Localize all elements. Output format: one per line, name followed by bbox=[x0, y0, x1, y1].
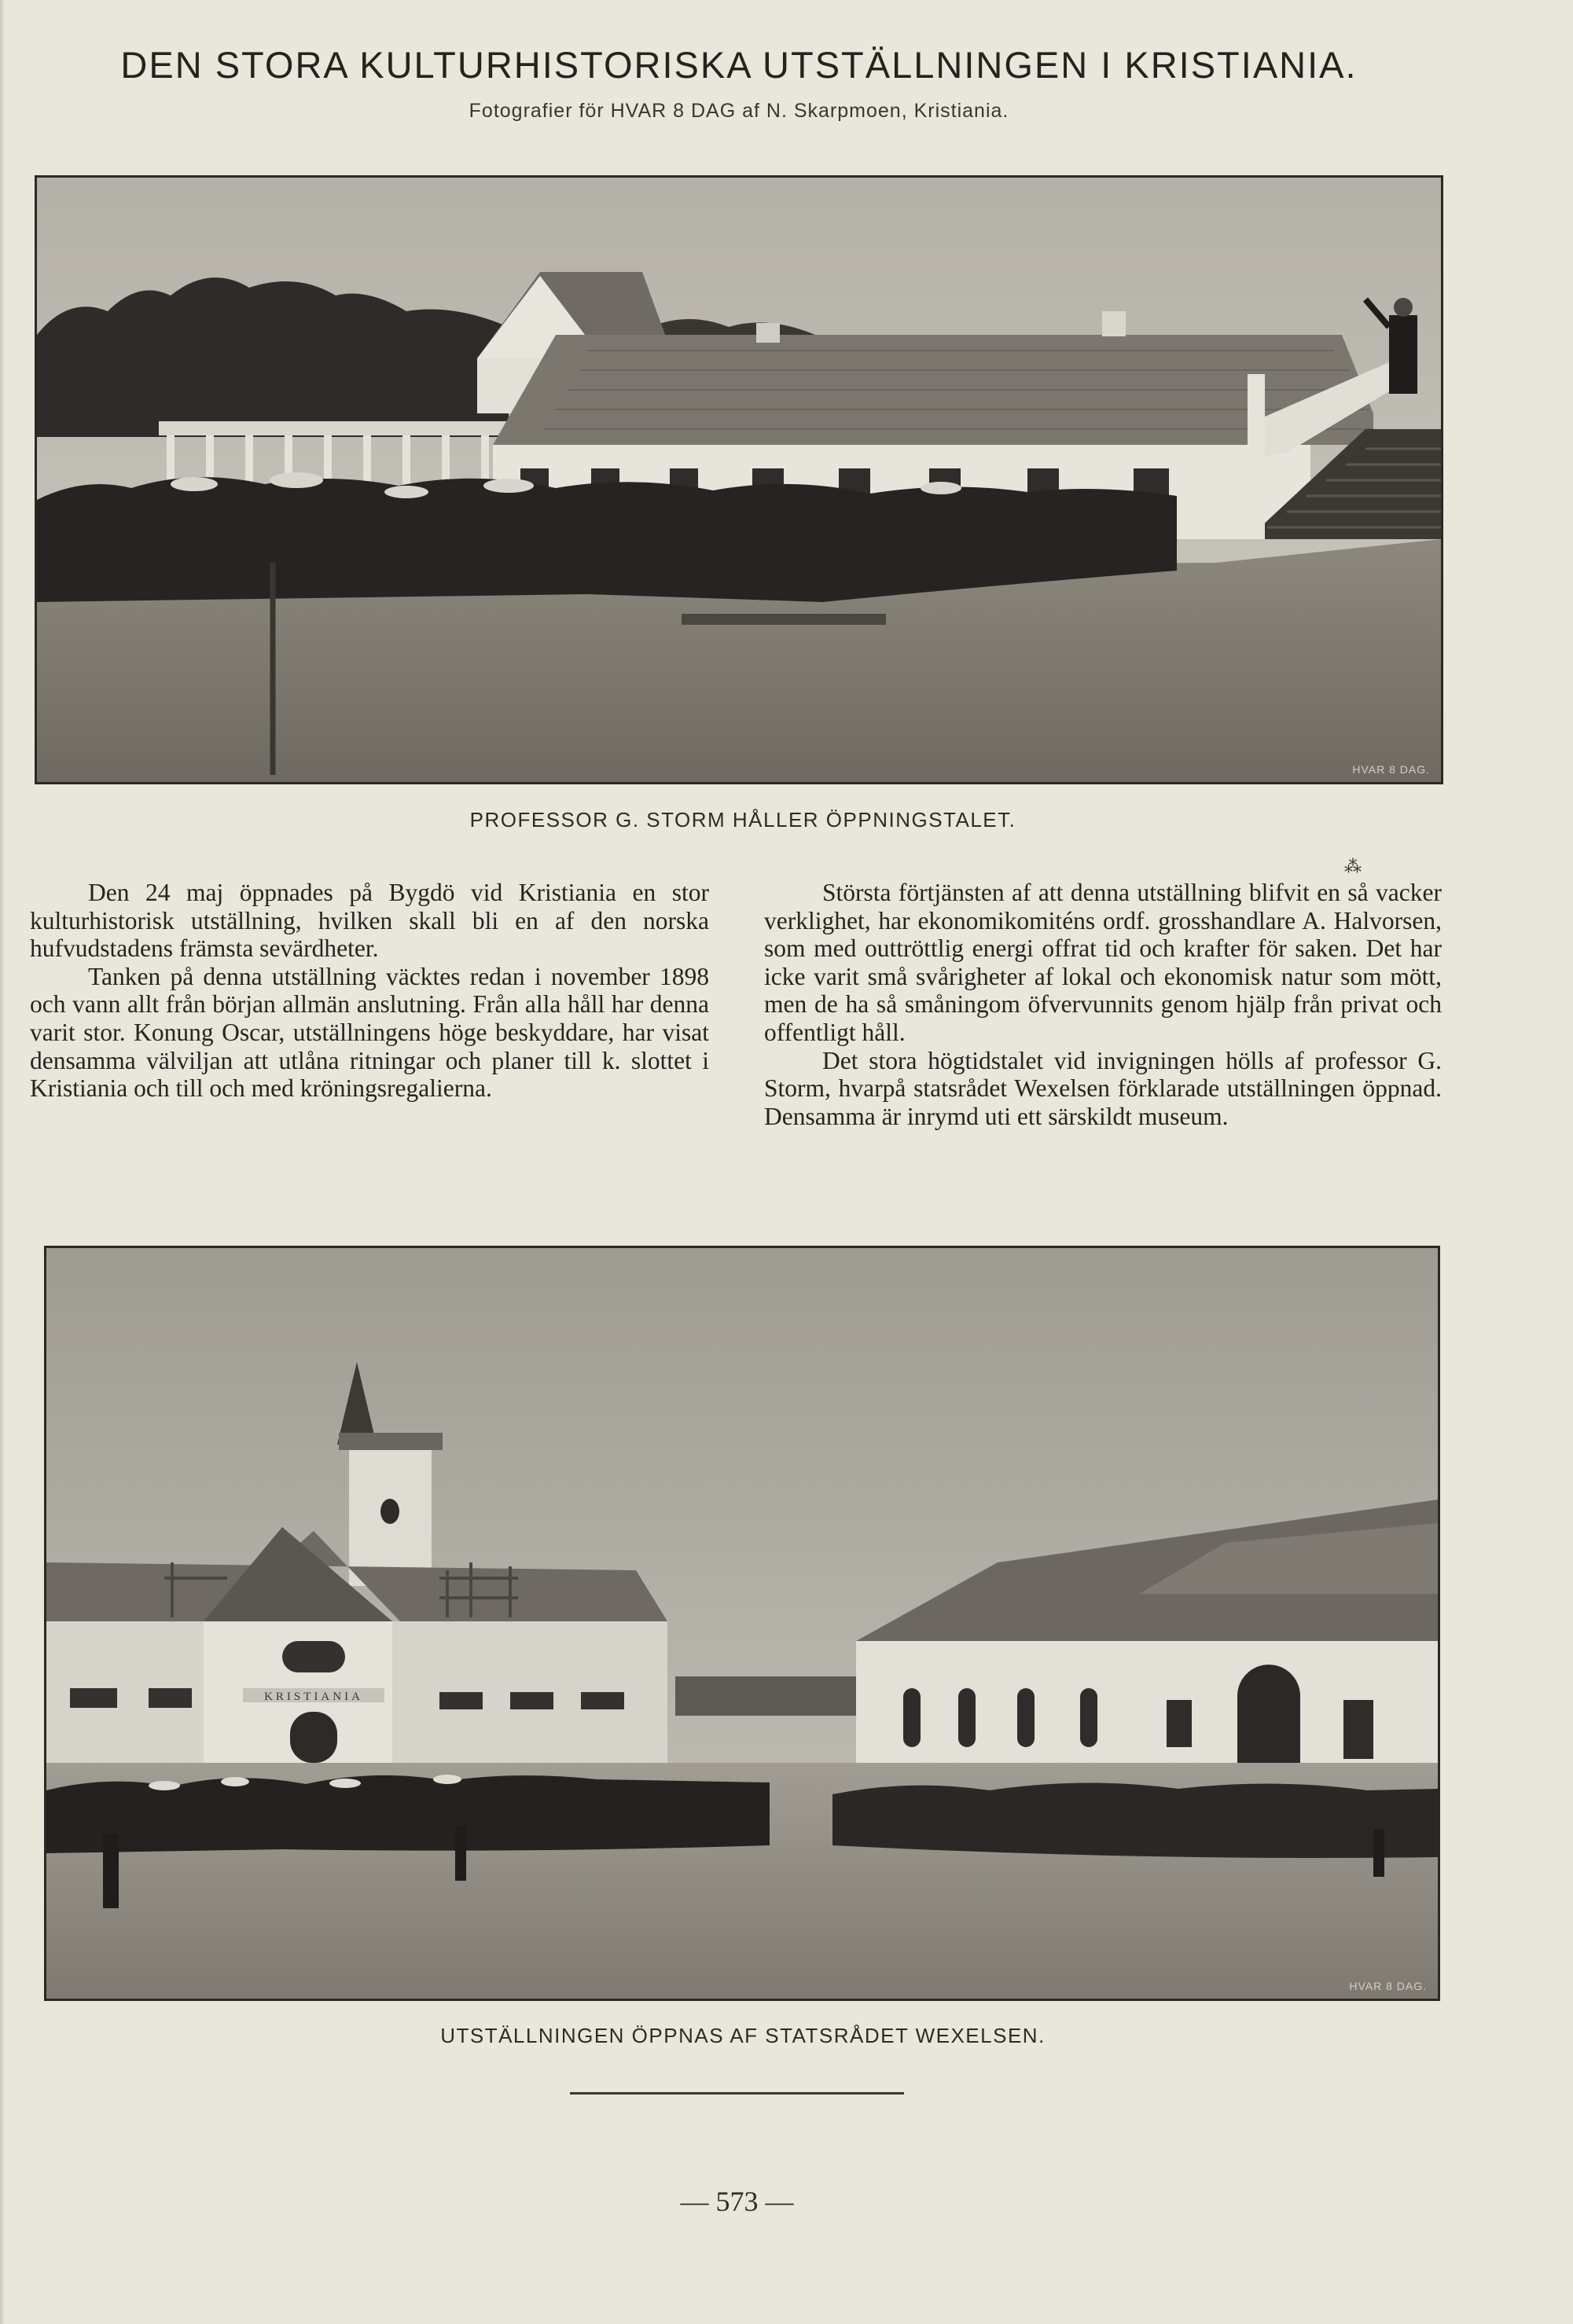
photo-exhibition-opening bbox=[44, 1246, 1440, 2001]
building-sign: KRISTIANIA bbox=[264, 1691, 363, 1703]
photo-caption-1: PROFESSOR G. STORM HÅLLER ÖPPNINGSTALET. bbox=[469, 808, 1016, 832]
divider-rule bbox=[570, 2092, 904, 2095]
photo-credit: Fotografier för HVAR 8 DAG af N. Skarpmoen, Kristiania. bbox=[469, 100, 1009, 122]
photo-exhibition-opening-image bbox=[46, 1248, 1438, 1999]
page-title: DEN STORA KULTURHISTORISKA UTSTÄLLNINGEN I KRISTIANIA. bbox=[120, 44, 1358, 86]
article-paragraph: Tanken på denna utställning väcktes redan i november 1898 och vann allt från början allmän anslutning. Från alla håll har denna varit stor. Konung Oscar, utställningens höge beskyddare, har visat densamma välviljan att utlåna ritningar och planer till k. slottet i Kristiania och till och med kröningsregalierna. bbox=[30, 962, 709, 1103]
photo-watermark: HVAR 8 DAG. bbox=[1349, 1980, 1427, 1992]
article-paragraph: Största förtjänsten af att denna utställning blifvit en så vacker verklighet, har ekonomikomiténs ordf. grosshandlare A. Halvorsen, som med outtröttlig energi offrat tid och krafter för saken. Det har icke varit små svårigheter af lokal och ekonomisk natur som mött, men de ha så småningom öfvervunnits genom hjälp från privat och offentligt håll. bbox=[764, 879, 1442, 1046]
photo-caption-2: UTSTÄLLNINGEN ÖPPNAS AF STATSRÅDET WEXELSEN. bbox=[440, 2024, 1046, 2047]
photo-watermark: HVAR 8 DAG. bbox=[1352, 763, 1430, 776]
photo-opening-speech-image bbox=[37, 178, 1441, 782]
article-paragraph: Den 24 maj öppnades på Bygdö vid Kristiania en stor kulturhistorisk utställning, hvilken skall bli en af den norska hufvudstadens främsta sevärdheter. bbox=[30, 879, 709, 963]
article-paragraph: Det stora högtidstalet vid invigningen hölls af professor G. Storm, hvarpå statsrådet Wexelsen förklarade utställningen öppnad. Densamma är inrymd uti ett särskildt museum. bbox=[764, 1046, 1442, 1130]
photo-opening-speech bbox=[35, 175, 1443, 784]
ornament-glyph: ⁂ bbox=[1344, 857, 1362, 876]
page-number: — 573 — bbox=[680, 2186, 794, 2217]
article-column-left bbox=[30, 879, 709, 1103]
article-column-right bbox=[764, 879, 1442, 1130]
page-edge bbox=[0, 0, 5, 2324]
